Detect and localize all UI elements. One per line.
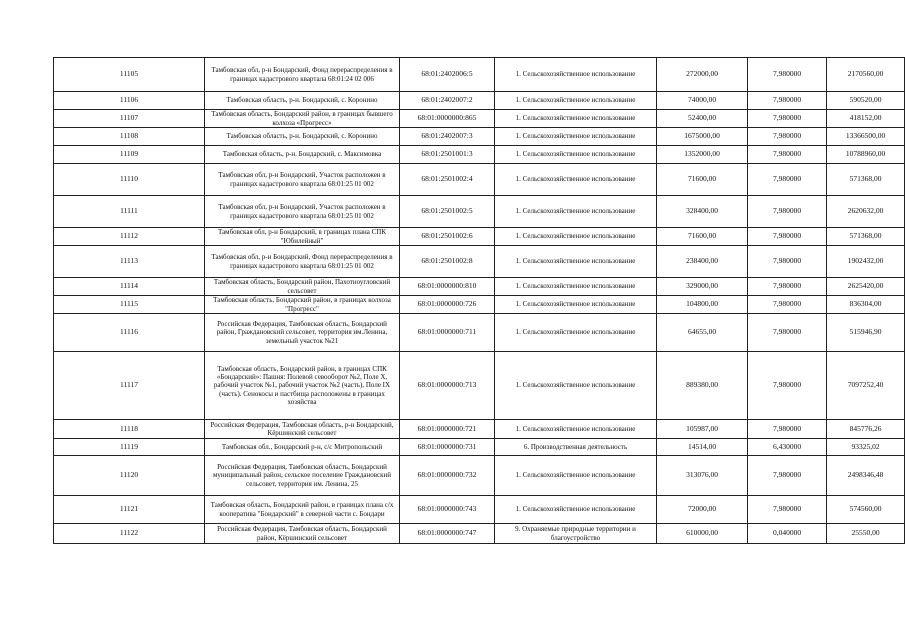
row-number: 11113 — [54, 246, 205, 278]
land-use-category: 1. Сельскохозяйственное использование — [495, 128, 657, 146]
row-number: 11114 — [54, 278, 205, 296]
area-value: 329000,00 — [657, 278, 748, 296]
row-number: 11121 — [54, 496, 205, 524]
table-body — [54, 58, 905, 544]
cadastral-number: 68:01:2501001:3 — [400, 146, 495, 164]
rate-value: 7,980000 — [748, 110, 827, 128]
rate-value: 7,980000 — [748, 314, 827, 352]
area-value: 71600,00 — [657, 228, 748, 246]
land-use-category: 9. Охраняемые природные территории и благоустройство — [495, 524, 657, 544]
cadastral-value: 571368,00 — [827, 164, 905, 196]
area-value: 74000,00 — [657, 92, 748, 110]
cadastral-number: 68:01:0000000:731 — [400, 439, 495, 456]
cadastral-value: 10788960,00 — [827, 146, 905, 164]
cadastral-number: 68:01:2501002:8 — [400, 246, 495, 278]
row-number: 11110 — [54, 164, 205, 196]
rate-value: 7,980000 — [748, 228, 827, 246]
cadastral-number: 68:01:0000000:721 — [400, 420, 495, 439]
rate-value: 7,980000 — [748, 296, 827, 314]
land-use-category: 1. Сельскохозяйственное использование — [495, 228, 657, 246]
table-row — [54, 524, 905, 544]
address-cell: Тамбовская обл, р-н Бондарский, Участок расположен в границах кадастрового квартала 68:01:25 01 002 — [205, 196, 400, 228]
cadastral-number: 68:01:0000000:732 — [400, 456, 495, 496]
address-cell: Тамбовская область, Бондарский район, в границах СПК «Бондарский»: Пашня: Полевой севооборот №2, Поле X, рабочий участок №1, рабочий участок №2 (часть), Поле IX (часть). Сенокосы и пастбища расположены в границах хозяйства — [205, 352, 400, 420]
address-cell: Тамбовская область, Бондарский район, в границах колхоза "Прогресс" — [205, 296, 400, 314]
row-number: 11105 — [54, 58, 205, 92]
area-value: 238400,00 — [657, 246, 748, 278]
area-value: 610000,00 — [657, 524, 748, 544]
cadastral-number: 68:01:0000000:810 — [400, 278, 495, 296]
cadastral-number: 68:01:0000000:865 — [400, 110, 495, 128]
table-row — [54, 439, 905, 456]
land-use-category: 6. Производственная деятельность — [495, 439, 657, 456]
area-value: 328400,00 — [657, 196, 748, 228]
rate-value: 7,980000 — [748, 128, 827, 146]
table-row — [54, 196, 905, 228]
table-row — [54, 278, 905, 296]
rate-value: 6,430000 — [748, 439, 827, 456]
cadastral-value: 574560,00 — [827, 496, 905, 524]
cadastral-value: 2620632,00 — [827, 196, 905, 228]
land-use-category: 1. Сельскохозяйственное использование — [495, 164, 657, 196]
address-cell: Тамбовская область, р-н. Бондарский, с. Коронино — [205, 128, 400, 146]
cadastral-value: 571368,00 — [827, 228, 905, 246]
address-cell: Тамбовская обл, р-н Бондарский, Фонд перераспределения в границах кадастрового квартала 68:01:24 02 006 — [205, 58, 400, 92]
cadastral-value: 515946,90 — [827, 314, 905, 352]
address-cell: Тамбовская обл, р-н Бондарский, Фонд перераспределения в границах кадастрового квартала 68:01:25 01 002 — [205, 246, 400, 278]
address-cell: Тамбовская обл, р-н Бондарский, в границах плана СПК "Юбилейный" — [205, 228, 400, 246]
cadastral-number: 68:01:0000000:713 — [400, 352, 495, 420]
area-value: 1352000,00 — [657, 146, 748, 164]
table-row — [54, 58, 905, 92]
rate-value: 7,980000 — [748, 246, 827, 278]
table-row — [54, 296, 905, 314]
land-use-category: 1. Сельскохозяйственное использование — [495, 92, 657, 110]
area-value: 14514,00 — [657, 439, 748, 456]
land-use-category: 1. Сельскохозяйственное использование — [495, 296, 657, 314]
cadastral-number: 68:01:0000000:743 — [400, 496, 495, 524]
address-cell: Российская Федерация, Тамбовская область, Бондарский район, Граждановский сельсовет, территория им.Ленина, земельный участок №21 — [205, 314, 400, 352]
land-use-category: 1. Сельскохозяйственное использование — [495, 146, 657, 164]
row-number: 11122 — [54, 524, 205, 544]
row-number: 11107 — [54, 110, 205, 128]
row-number: 11109 — [54, 146, 205, 164]
address-cell: Тамбовская обл, р-н Бондарский, Участок расположен в границах кадастрового квартала 68:01:25 01 002 — [205, 164, 400, 196]
address-cell: Российская Федерация, Тамбовская область, Бондарский район, Кёршинский сельсовет — [205, 524, 400, 544]
cadastral-number: 68:01:2501002:6 — [400, 228, 495, 246]
cadastral-value: 13366500,00 — [827, 128, 905, 146]
area-value: 71600,00 — [657, 164, 748, 196]
cadastral-value: 590520,00 — [827, 92, 905, 110]
area-value: 72000,00 — [657, 496, 748, 524]
table-row — [54, 314, 905, 352]
cadastral-number: 68:01:2501002:4 — [400, 164, 495, 196]
rate-value: 7,980000 — [748, 58, 827, 92]
cadastral-value: 845776,26 — [827, 420, 905, 439]
land-use-category: 1. Сельскохозяйственное использование — [495, 496, 657, 524]
area-value: 1675000,00 — [657, 128, 748, 146]
row-number: 11120 — [54, 456, 205, 496]
address-cell: Тамбовская область, р-н. Бондарский, с. Коронино — [205, 92, 400, 110]
cadastral-number: 68:01:0000000:711 — [400, 314, 495, 352]
table-row — [54, 110, 905, 128]
table-row — [54, 456, 905, 496]
row-number: 11111 — [54, 196, 205, 228]
table-row — [54, 420, 905, 439]
address-cell: Российская Федерация, Тамбовская область, Бондарский муниципальный район, сельское поселение Граждановский сельсовет, территория им. Ленина, 25 — [205, 456, 400, 496]
land-registry-table — [53, 57, 905, 544]
cadastral-number: 68:01:2501002:5 — [400, 196, 495, 228]
table-row — [54, 164, 905, 196]
land-use-category: 1. Сельскохозяйственное использование — [495, 58, 657, 92]
rate-value: 7,980000 — [748, 146, 827, 164]
land-use-category: 1. Сельскохозяйственное использование — [495, 420, 657, 439]
row-number: 11106 — [54, 92, 205, 110]
area-value: 104800,00 — [657, 296, 748, 314]
area-value: 889380,00 — [657, 352, 748, 420]
cadastral-value: 2498346,48 — [827, 456, 905, 496]
address-cell: Российская Федерация, Тамбовская область, р-н Бондарский, Кёршинский сельсовет — [205, 420, 400, 439]
rate-value: 7,980000 — [748, 420, 827, 439]
cadastral-number: 68:01:2402007:3 — [400, 128, 495, 146]
land-use-category: 1. Сельскохозяйственное использование — [495, 110, 657, 128]
row-number: 11108 — [54, 128, 205, 146]
land-use-category: 1. Сельскохозяйственное использование — [495, 314, 657, 352]
row-number: 11119 — [54, 439, 205, 456]
area-value: 52400,00 — [657, 110, 748, 128]
cadastral-value: 93325,02 — [827, 439, 905, 456]
area-value: 272000,00 — [657, 58, 748, 92]
cadastral-number: 68:01:0000000:726 — [400, 296, 495, 314]
cadastral-number: 68:01:0000000:747 — [400, 524, 495, 544]
cadastral-value: 1902432,00 — [827, 246, 905, 278]
row-number: 11112 — [54, 228, 205, 246]
table-row — [54, 246, 905, 278]
address-cell: Тамбовская обл., Бондарский р-н, с/с Митропольский — [205, 439, 400, 456]
table-row — [54, 352, 905, 420]
address-cell: Тамбовская область, Бондарский район, в границах плана с/х кооператива "Бондарский" в северной части с. Бондари — [205, 496, 400, 524]
table-row — [54, 228, 905, 246]
table-row — [54, 128, 905, 146]
rate-value: 7,980000 — [748, 278, 827, 296]
land-use-category: 1. Сельскохозяйственное использование — [495, 352, 657, 420]
rate-value: 7,980000 — [748, 196, 827, 228]
cadastral-value: 418152,00 — [827, 110, 905, 128]
table-row — [54, 146, 905, 164]
rate-value: 7,980000 — [748, 496, 827, 524]
table-row — [54, 496, 905, 524]
cadastral-number: 68:01:2402006:5 — [400, 58, 495, 92]
area-value: 64655,00 — [657, 314, 748, 352]
rate-value: 7,980000 — [748, 92, 827, 110]
land-use-category: 1. Сельскохозяйственное использование — [495, 278, 657, 296]
row-number: 11116 — [54, 314, 205, 352]
table-row — [54, 92, 905, 110]
cadastral-value: 25550,00 — [827, 524, 905, 544]
address-cell: Тамбовская область, Бондарский район, в границах бывшего колхоза «Прогресс» — [205, 110, 400, 128]
address-cell: Тамбовская область, Бондарский район, Пахотноугловский сельсовет — [205, 278, 400, 296]
cadastral-value: 2625420,00 — [827, 278, 905, 296]
cadastral-value: 2170560,00 — [827, 58, 905, 92]
row-number: 11117 — [54, 352, 205, 420]
address-cell: Тамбовская область, р-н. Бондарский, с. Максимовка — [205, 146, 400, 164]
rate-value: 7,980000 — [748, 456, 827, 496]
row-number: 11115 — [54, 296, 205, 314]
cadastral-value: 836304,00 — [827, 296, 905, 314]
area-value: 105987,00 — [657, 420, 748, 439]
area-value: 313076,00 — [657, 456, 748, 496]
rate-value: 7,980000 — [748, 164, 827, 196]
cadastral-number: 68:01:2402007:2 — [400, 92, 495, 110]
land-use-category: 1. Сельскохозяйственное использование — [495, 196, 657, 228]
land-use-category: 1. Сельскохозяйственное использование — [495, 456, 657, 496]
rate-value: 7,980000 — [748, 352, 827, 420]
land-use-category: 1. Сельскохозяйственное использование — [495, 246, 657, 278]
row-number: 11118 — [54, 420, 205, 439]
cadastral-value: 7097252,40 — [827, 352, 905, 420]
rate-value: 0,040000 — [748, 524, 827, 544]
